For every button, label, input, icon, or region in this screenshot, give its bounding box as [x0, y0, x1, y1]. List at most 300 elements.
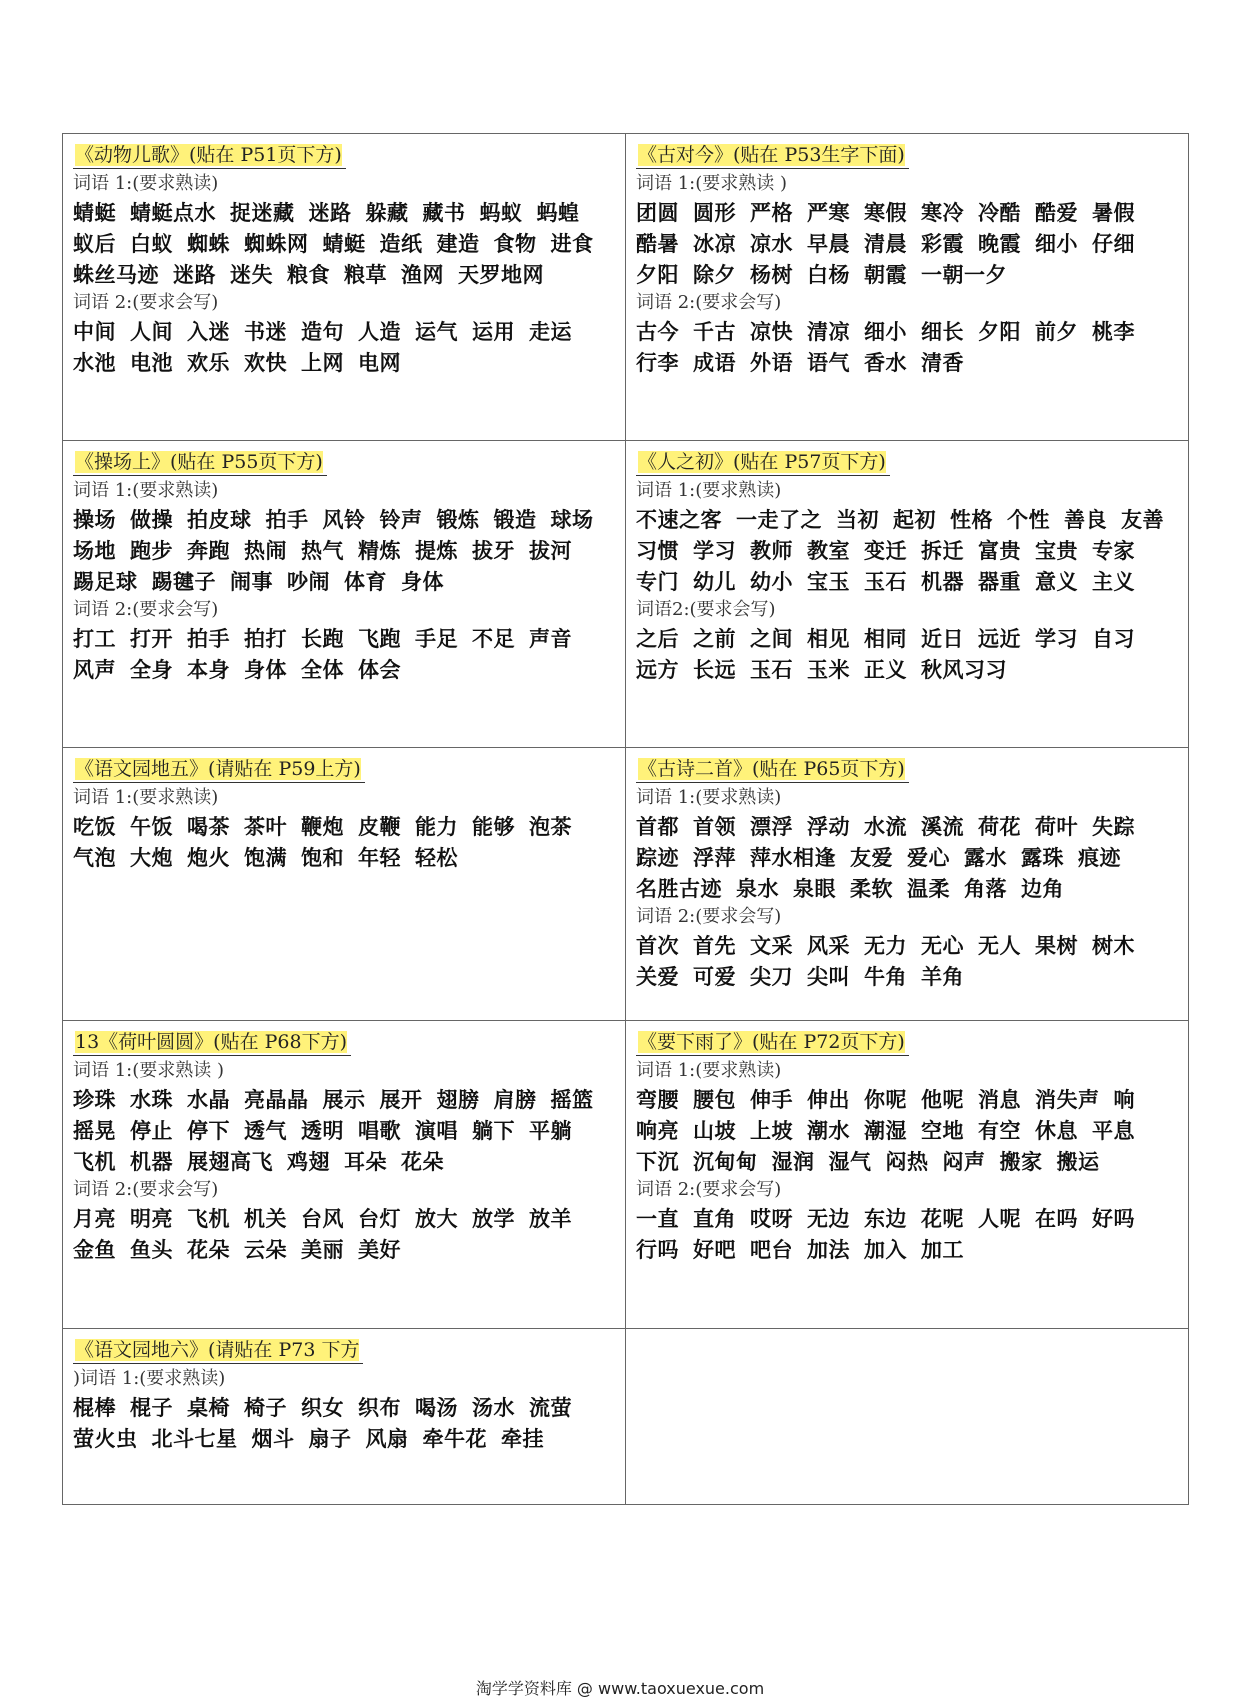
- section-label: 词语 2:(要求会写): [73, 599, 219, 620]
- vocab-word: 意义: [1035, 569, 1078, 594]
- vocab-word: 友善: [1121, 507, 1164, 532]
- vocab-word: 相见: [807, 626, 850, 651]
- vocab-word: 学习: [1035, 626, 1078, 651]
- vocab-word: 飞跑: [358, 626, 401, 651]
- vocab-word: 香水: [864, 350, 907, 375]
- word-list: [73, 1392, 617, 1454]
- vocab-word: 椅子: [244, 1395, 287, 1420]
- vocab-word: 气泡: [73, 845, 116, 870]
- vocab-word: 弯腰: [636, 1087, 679, 1112]
- vocab-word: 铃声: [379, 507, 423, 532]
- vocab-word: 宝玉: [807, 569, 850, 594]
- section-label: 词语 1:(要求熟读): [636, 480, 782, 501]
- vocab-word: 花朵: [187, 1237, 230, 1262]
- vocab-word: 你呢: [864, 1087, 907, 1112]
- vocab-word: 沉甸甸: [693, 1149, 758, 1174]
- word-list: [73, 623, 617, 685]
- lesson-title-text: 《古诗二首》(贴在 P65页下方): [638, 758, 905, 780]
- vocab-word: 电池: [130, 350, 173, 375]
- vocab-word: 寒冷: [921, 200, 964, 225]
- vocab-word: 蜻蜓: [322, 231, 366, 256]
- vocab-word: 潮水: [807, 1118, 850, 1143]
- vocab-word: 长跑: [301, 626, 344, 651]
- vocab-word: 全体: [301, 657, 344, 682]
- vocab-word: 跑步: [130, 538, 173, 563]
- vocab-word: 湿润: [771, 1149, 815, 1174]
- vocab-word: 失踪: [1092, 814, 1135, 839]
- vocab-word: 加法: [807, 1237, 850, 1262]
- vocab-word: 蜘蛛: [187, 231, 230, 256]
- lesson-title-text: 《要下雨了》(贴在 P72页下方): [638, 1031, 905, 1053]
- vocab-word: 球场: [550, 507, 594, 532]
- vocab-word: 露珠: [1021, 845, 1064, 870]
- vocab-word: 热闹: [244, 538, 287, 563]
- vocab-word: 友爱: [850, 845, 893, 870]
- section-label: 词语 1:(要求熟读 ): [636, 173, 788, 194]
- vocab-word: 鸡翅: [287, 1149, 330, 1174]
- vocab-word: 远方: [636, 657, 679, 682]
- vocab-word: 棍棒: [73, 1395, 116, 1420]
- vocab-word: 汤水: [472, 1395, 515, 1420]
- lesson-title-text: 《语文园地五》(请贴在 P59上方): [75, 758, 361, 780]
- vocab-word: 露水: [964, 845, 1007, 870]
- vocab-word: 专家: [1092, 538, 1135, 563]
- vocab-word: 皮鞭: [358, 814, 401, 839]
- vocab-word: 有空: [978, 1118, 1021, 1143]
- vocab-word: 藏书: [422, 200, 466, 225]
- vocab-word: 踪迹: [636, 845, 679, 870]
- vocab-word: 美好: [358, 1237, 401, 1262]
- vocab-word: 水珠: [130, 1087, 173, 1112]
- vocab-word: 闷声: [942, 1149, 986, 1174]
- vocab-word: 鞭炮: [301, 814, 344, 839]
- vocab-word: 平躺: [529, 1118, 572, 1143]
- vocab-word: 演唱: [415, 1118, 458, 1143]
- vocab-word: 湿气: [828, 1149, 872, 1174]
- vocab-word: 闹事: [230, 569, 273, 594]
- vocab-word: 风扇: [365, 1426, 409, 1451]
- vocab-word: 机器: [921, 569, 964, 594]
- vocab-word: 腰包: [693, 1087, 736, 1112]
- vocab-word: 宝贵: [1035, 538, 1078, 563]
- vocab-word: 玉石: [864, 569, 907, 594]
- vocab-word: 泉水: [736, 876, 779, 901]
- vocab-word: 细小: [864, 319, 907, 344]
- vocab-word: 团圆: [636, 200, 679, 225]
- vocab-word: 花呢: [921, 1206, 964, 1231]
- vocab-word: 欢乐: [187, 350, 230, 375]
- vocab-word: 上网: [301, 350, 344, 375]
- vocab-word: 善良: [1064, 507, 1107, 532]
- vocab-word: 专门: [636, 569, 679, 594]
- vocab-word: 起初: [893, 507, 936, 532]
- vocab-word: 水晶: [187, 1087, 230, 1112]
- vocab-word: 夕阳: [636, 262, 679, 287]
- vocab-word: 关爱: [636, 964, 679, 989]
- vocab-word: 晚霞: [978, 231, 1021, 256]
- vocab-word: 牛角: [864, 964, 907, 989]
- vocab-word: 除夕: [693, 262, 736, 287]
- vocabulary-table: [62, 133, 1189, 1505]
- vocab-word: 停下: [187, 1118, 230, 1143]
- section-label: )词语 1:(要求熟读): [73, 1368, 226, 1389]
- vocab-word: 运用: [472, 319, 515, 344]
- vocab-word: 首都: [636, 814, 679, 839]
- vocab-word: 在吗: [1035, 1206, 1078, 1231]
- vocab-word: 漂浮: [750, 814, 793, 839]
- vocab-word: 语气: [807, 350, 850, 375]
- vocab-word: 展开: [379, 1087, 423, 1112]
- vocab-word: 好吧: [693, 1237, 736, 1262]
- word-list: [636, 930, 1180, 992]
- vocab-word: 蜘蛛网: [244, 231, 309, 256]
- vocab-word: 泡茶: [529, 814, 572, 839]
- vocab-word: 萍水相逢: [750, 845, 836, 870]
- vocab-word: 教室: [807, 538, 850, 563]
- vocab-word: 拆迁: [921, 538, 964, 563]
- cell-gu-dui-jin: [626, 134, 1189, 441]
- vocab-word: 变迁: [864, 538, 907, 563]
- vocab-word: 果树: [1035, 933, 1078, 958]
- vocab-word: 欢快: [244, 350, 287, 375]
- vocab-word: 严寒: [807, 200, 850, 225]
- vocab-word: 凉水: [750, 231, 793, 256]
- vocab-word: 休息: [1035, 1118, 1078, 1143]
- vocab-word: 伸出: [807, 1087, 850, 1112]
- section-label: 词语 2:(要求会写): [636, 292, 782, 313]
- lesson-title: [636, 449, 890, 476]
- vocab-word: 躺下: [472, 1118, 515, 1143]
- vocab-word: 近日: [921, 626, 964, 651]
- vocab-word: 风采: [807, 933, 850, 958]
- vocab-word: 不足: [472, 626, 515, 651]
- vocab-word: 性格: [950, 507, 993, 532]
- vocab-word: 唱歌: [358, 1118, 401, 1143]
- vocab-word: 严格: [750, 200, 793, 225]
- vocab-word: 玉石: [750, 657, 793, 682]
- vocab-word: 体育: [344, 569, 387, 594]
- cell-ren-zhi-chu: [626, 441, 1189, 748]
- vocab-word: 长远: [693, 657, 736, 682]
- cell-yao-xia-yu-le: [626, 1021, 1189, 1329]
- vocab-word: 树木: [1092, 933, 1135, 958]
- word-list: [636, 811, 1180, 904]
- vocab-word: 放羊: [529, 1206, 572, 1231]
- vocab-word: 风声: [73, 657, 116, 682]
- vocab-word: 桌椅: [187, 1395, 230, 1420]
- vocab-word: 身体: [401, 569, 444, 594]
- vocab-word: 空地: [921, 1118, 964, 1143]
- word-list: [636, 197, 1180, 290]
- vocab-word: 躲藏: [365, 200, 409, 225]
- vocab-word: 牵牛花: [422, 1426, 487, 1451]
- vocab-word: 无力: [864, 933, 907, 958]
- cell-yuwen-yuandi-wu: [63, 748, 626, 1021]
- vocab-word: 花朵: [401, 1149, 444, 1174]
- vocab-word: 拔河: [529, 538, 572, 563]
- lesson-title: [636, 142, 909, 169]
- vocab-word: 之前: [693, 626, 736, 651]
- cell-empty: [626, 1329, 1189, 1505]
- vocab-word: 搬运: [1056, 1149, 1100, 1174]
- vocab-word: 白杨: [807, 262, 850, 287]
- vocab-word: 粮食: [287, 262, 330, 287]
- vocab-word: 细小: [1035, 231, 1078, 256]
- vocab-word: 风铃: [322, 507, 366, 532]
- word-list: [636, 1084, 1180, 1177]
- vocab-word: 东边: [864, 1206, 907, 1231]
- vocab-word: 成语: [693, 350, 736, 375]
- vocab-word: 上坡: [750, 1118, 793, 1143]
- vocab-word: 酷爱: [1035, 200, 1078, 225]
- vocab-word: 能力: [415, 814, 458, 839]
- vocab-word: 前夕: [1035, 319, 1078, 344]
- vocab-word: 平息: [1092, 1118, 1135, 1143]
- vocab-word: 月亮: [73, 1206, 116, 1231]
- vocab-word: 暑假: [1092, 200, 1135, 225]
- vocab-word: 直角: [693, 1206, 736, 1231]
- vocab-word: 首领: [693, 814, 736, 839]
- vocab-word: 白蚁: [130, 231, 173, 256]
- vocab-word: 拍手: [187, 626, 230, 651]
- section-label: 词语 1:(要求熟读): [73, 480, 219, 501]
- vocab-word: 圆形: [693, 200, 736, 225]
- vocab-word: 拍打: [244, 626, 287, 651]
- vocab-word: 粮草: [344, 262, 387, 287]
- vocab-word: 踢足球: [73, 569, 138, 594]
- vocab-word: 美丽: [301, 1237, 344, 1262]
- vocab-word: 喝茶: [187, 814, 230, 839]
- lesson-title: [636, 756, 909, 783]
- vocab-word: 织女: [301, 1395, 344, 1420]
- vocab-word: 古今: [636, 319, 679, 344]
- vocab-word: 角落: [964, 876, 1007, 901]
- word-list: [73, 1084, 617, 1177]
- vocab-word: 大炮: [130, 845, 173, 870]
- vocab-word: 搬家: [999, 1149, 1043, 1174]
- vocab-word: 能够: [472, 814, 515, 839]
- vocab-word: 造纸: [379, 231, 423, 256]
- vocab-word: 一直: [636, 1206, 679, 1231]
- vocab-word: 消失声: [1035, 1087, 1100, 1112]
- vocab-word: 展翅高飞: [187, 1149, 273, 1174]
- vocab-word: 哎呀: [750, 1206, 793, 1231]
- vocab-word: 羊角: [921, 964, 964, 989]
- lesson-title-text: 《动物儿歌》(贴在 P51页下方): [75, 144, 342, 166]
- vocab-word: 提炼: [415, 538, 458, 563]
- vocab-word: 捉迷藏: [230, 200, 295, 225]
- vocab-word: 炮火: [187, 845, 230, 870]
- section-label: 词语2:(要求会写): [636, 599, 776, 620]
- vocab-word: 人间: [130, 319, 173, 344]
- vocab-word: 蜻蜓: [73, 200, 116, 225]
- word-list: [73, 504, 617, 597]
- vocab-word: 秋风习习: [921, 657, 1007, 682]
- lesson-title: [636, 1029, 909, 1056]
- vocab-word: 渔网: [401, 262, 444, 287]
- vocab-word: 清凉: [807, 319, 850, 344]
- vocab-word: 个性: [1007, 507, 1050, 532]
- vocab-word: 他呢: [921, 1087, 964, 1112]
- vocab-word: 棍子: [130, 1395, 173, 1420]
- vocab-word: 早晨: [807, 231, 850, 256]
- vocab-word: 书迷: [244, 319, 287, 344]
- lesson-title-text: 《人之初》(贴在 P57页下方): [638, 451, 886, 473]
- vocab-word: 迷路: [173, 262, 216, 287]
- vocab-word: 富贵: [978, 538, 1021, 563]
- vocab-word: 一走了之: [736, 507, 822, 532]
- vocab-word: 相同: [864, 626, 907, 651]
- cell-caochang-shang: [63, 441, 626, 748]
- vocab-word: 走运: [529, 319, 572, 344]
- vocab-word: 远近: [978, 626, 1021, 651]
- vocab-word: 台风: [301, 1206, 344, 1231]
- cell-heye-yuanyuan: [63, 1021, 626, 1329]
- vocab-word: 蚂蚁: [479, 200, 523, 225]
- vocab-word: 台灯: [358, 1206, 401, 1231]
- vocab-word: 浮动: [807, 814, 850, 839]
- lesson-title: [73, 449, 327, 476]
- cell-yuwen-yuandi-liu: [63, 1329, 626, 1505]
- vocab-word: 放大: [415, 1206, 458, 1231]
- vocab-word: 流萤: [529, 1395, 572, 1420]
- vocab-word: 精炼: [358, 538, 401, 563]
- vocab-word: 朝霞: [864, 262, 907, 287]
- vocab-word: 喝汤: [415, 1395, 458, 1420]
- vocab-word: 机器: [130, 1149, 173, 1174]
- vocab-word: 习惯: [636, 538, 679, 563]
- vocab-word: 云朵: [244, 1237, 287, 1262]
- vocab-word: 自习: [1092, 626, 1135, 651]
- vocab-word: 食物: [493, 231, 537, 256]
- vocab-word: 水流: [864, 814, 907, 839]
- vocab-word: 打工: [73, 626, 116, 651]
- vocab-word: 锻炼: [436, 507, 480, 532]
- vocab-word: 北斗七星: [151, 1426, 238, 1451]
- lesson-title-text: 《语文园地六》(请贴在 P73 下方: [75, 1339, 360, 1361]
- vocab-word: 首次: [636, 933, 679, 958]
- vocab-word: 拍手: [265, 507, 309, 532]
- vocab-word: 器重: [978, 569, 1021, 594]
- vocab-word: 尖叫: [807, 964, 850, 989]
- vocab-word: 操场: [73, 507, 116, 532]
- section-label: 词语 2:(要求会写): [636, 1179, 782, 1200]
- vocab-word: 蛛丝马迹: [73, 262, 159, 287]
- vocab-word: 烟斗: [251, 1426, 295, 1451]
- vocab-word: 千古: [693, 319, 736, 344]
- vocab-word: 停止: [130, 1118, 173, 1143]
- vocab-word: 牵挂: [501, 1426, 544, 1451]
- vocab-word: 珍珠: [73, 1087, 116, 1112]
- vocab-word: 展示: [322, 1087, 366, 1112]
- vocab-word: 本身: [187, 657, 230, 682]
- vocab-word: 一朝一夕: [921, 262, 1007, 287]
- vocab-word: 蚂蝗: [536, 200, 580, 225]
- vocab-word: 吵闹: [287, 569, 330, 594]
- vocab-word: 温柔: [907, 876, 950, 901]
- section-label: 词语 1:(要求熟读): [73, 787, 219, 808]
- vocab-word: 响: [1113, 1087, 1135, 1112]
- vocab-word: 夕阳: [978, 319, 1021, 344]
- vocab-word: 全身: [130, 657, 173, 682]
- vocab-word: 加入: [864, 1237, 907, 1262]
- cell-dongwu-erge: [63, 134, 626, 441]
- vocab-word: 伸手: [750, 1087, 793, 1112]
- vocab-word: 仔细: [1092, 231, 1135, 256]
- vocab-word: 玉米: [807, 657, 850, 682]
- vocab-word: 凉快: [750, 319, 793, 344]
- section-label: 词语 1:(要求熟读): [636, 787, 782, 808]
- lesson-title: [73, 1029, 351, 1056]
- vocab-word: 造句: [301, 319, 344, 344]
- vocab-word: 机关: [244, 1206, 287, 1231]
- vocab-word: 荷叶: [1035, 814, 1078, 839]
- vocab-word: 不速之客: [636, 507, 722, 532]
- vocab-word: 中间: [73, 319, 116, 344]
- vocab-word: 行吗: [636, 1237, 679, 1262]
- vocab-word: 迷路: [308, 200, 352, 225]
- vocab-word: 摇晃: [73, 1118, 116, 1143]
- vocab-word: 之后: [636, 626, 679, 651]
- vocab-word: 无人: [978, 933, 1021, 958]
- lesson-title-text: 《古对今》(贴在 P53生字下面): [638, 144, 905, 166]
- vocab-word: 外语: [750, 350, 793, 375]
- vocab-word: 细长: [921, 319, 964, 344]
- vocab-word: 教师: [750, 538, 793, 563]
- vocab-word: 饱满: [244, 845, 287, 870]
- vocab-word: 冷酷: [978, 200, 1021, 225]
- vocab-word: 吃饭: [73, 814, 116, 839]
- vocab-word: 学习: [693, 538, 736, 563]
- vocab-word: 扇子: [308, 1426, 352, 1451]
- vocab-word: 亮晶晶: [244, 1087, 309, 1112]
- section-label: 词语 2:(要求会写): [73, 1179, 219, 1200]
- vocab-word: 闷热: [885, 1149, 929, 1174]
- vocab-word: 场地: [73, 538, 116, 563]
- vocab-word: 山坡: [693, 1118, 736, 1143]
- vocab-word: 织布: [358, 1395, 401, 1420]
- vocab-word: 饱和: [301, 845, 344, 870]
- vocab-word: 蚁后: [73, 231, 116, 256]
- word-list: [73, 1203, 617, 1265]
- vocab-word: 痕迹: [1078, 845, 1121, 870]
- vocab-word: 当初: [836, 507, 879, 532]
- vocab-word: 运气: [415, 319, 458, 344]
- vocab-word: 金鱼: [73, 1237, 116, 1262]
- vocab-word: 主义: [1092, 569, 1135, 594]
- vocab-word: 名胜古迹: [636, 876, 722, 901]
- vocab-word: 建造: [436, 231, 480, 256]
- vocab-word: 手足: [415, 626, 458, 651]
- vocab-word: 声音: [529, 626, 572, 651]
- vocab-word: 午饭: [130, 814, 173, 839]
- vocab-word: 清晨: [864, 231, 907, 256]
- vocab-word: 潮湿: [864, 1118, 907, 1143]
- vocab-word: 浮萍: [693, 845, 736, 870]
- section-label: 词语 2:(要求会写): [73, 292, 219, 313]
- section-label: 词语 1:(要求熟读 ): [73, 1060, 225, 1081]
- word-list: [73, 811, 617, 873]
- vocab-word: 透气: [244, 1118, 287, 1143]
- word-list: [636, 316, 1180, 378]
- vocab-word: 无心: [921, 933, 964, 958]
- vocab-word: 茶叶: [244, 814, 287, 839]
- vocab-word: 下沉: [636, 1149, 679, 1174]
- vocab-word: 寒假: [864, 200, 907, 225]
- vocab-word: 消息: [978, 1087, 1021, 1112]
- vocab-word: 鱼头: [130, 1237, 173, 1262]
- vocab-word: 尖刀: [750, 964, 793, 989]
